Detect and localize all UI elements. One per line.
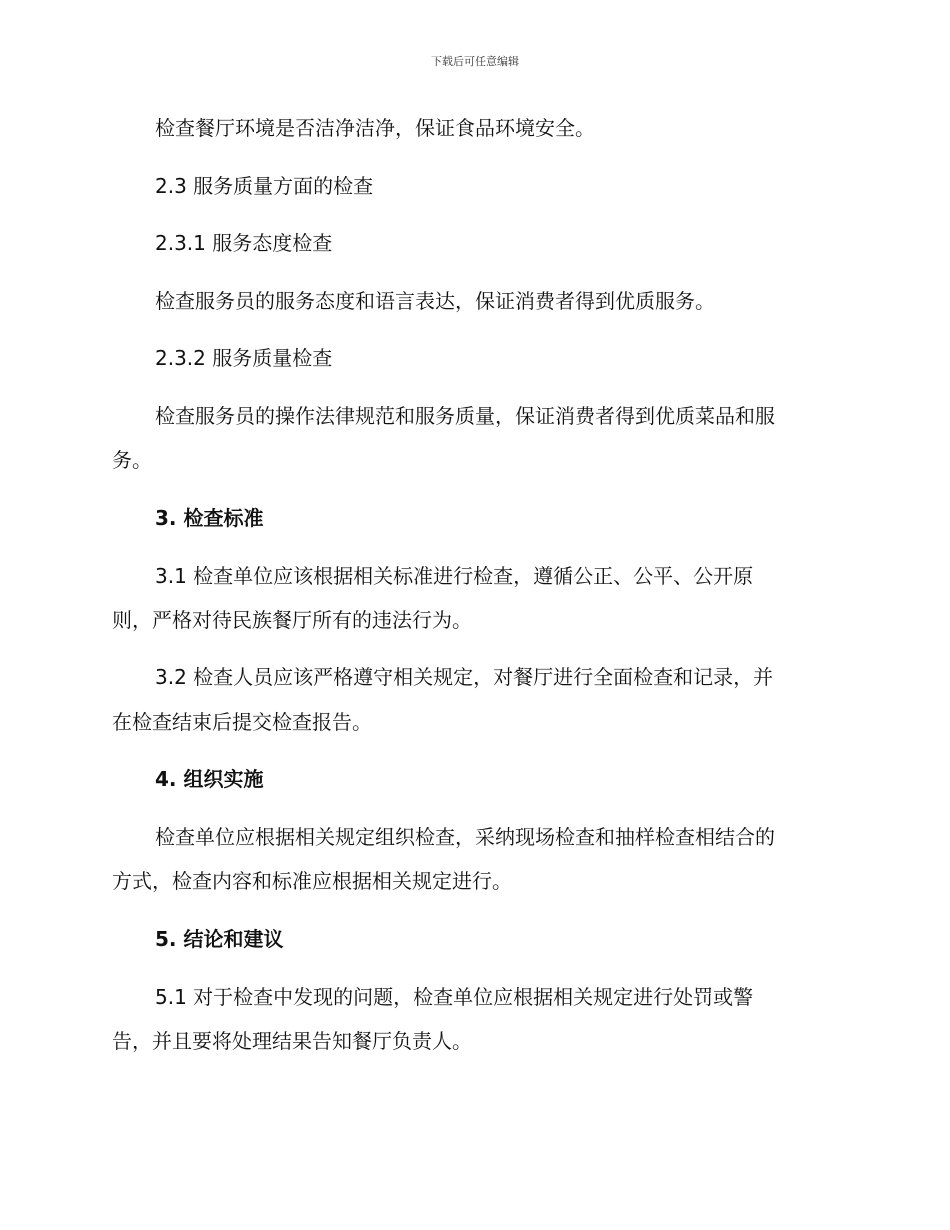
paragraph-5-1-line-1: 5.1 对于检查中发现的问题，检查单位应根据相关规定进行处罚或警	[155, 985, 754, 1009]
paragraph-environment-check: 检查餐厅环境是否洁净洁净，保证食品环境安全。	[155, 116, 595, 140]
section-heading-3: 3. 检查标准	[155, 506, 264, 530]
paragraph-organization-line-2: 方式，检查内容和标准应根据相关规定进行。	[112, 869, 512, 893]
paragraph-service-quality-line-1: 检查服务员的操作法律规范和服务质量，保证消费者得到优质菜品和服	[155, 404, 775, 428]
paragraph-3-2-line-2: 在检查结束后提交检查报告。	[112, 710, 372, 734]
paragraph-3-2-line-1: 3.2 检查人员应该严格遵守相关规定，对餐厅进行全面检查和记录，并	[155, 665, 774, 689]
paragraph-5-1-line-2: 告，并且要将处理结果告知餐厅负责人。	[112, 1029, 472, 1053]
section-heading-4: 4. 组织实施	[155, 767, 264, 791]
paragraph-organization-line-1: 检查单位应根据相关规定组织检查，采纳现场检查和抽样检查相结合的	[155, 825, 775, 849]
section-heading-2-3-2: 2.3.2 服务质量检查	[155, 346, 333, 370]
section-heading-2-3: 2.3 服务质量方面的检查	[155, 174, 374, 198]
paragraph-service-attitude: 检查服务员的服务态度和语言表达，保证消费者得到优质服务。	[155, 289, 715, 313]
section-heading-5: 5. 结论和建议	[155, 927, 284, 951]
paragraph-3-1-line-1: 3.1 检查单位应该根据相关标准进行检查，遵循公正、公平、公开原	[155, 564, 754, 588]
paragraph-service-quality-line-2: 务。	[112, 448, 152, 472]
section-heading-2-3-1: 2.3.1 服务态度检查	[155, 231, 333, 255]
paragraph-3-1-line-2: 则，严格对待民族餐厅所有的违法行为。	[112, 608, 472, 632]
page-header: 下载后可任意编辑	[431, 55, 519, 68]
